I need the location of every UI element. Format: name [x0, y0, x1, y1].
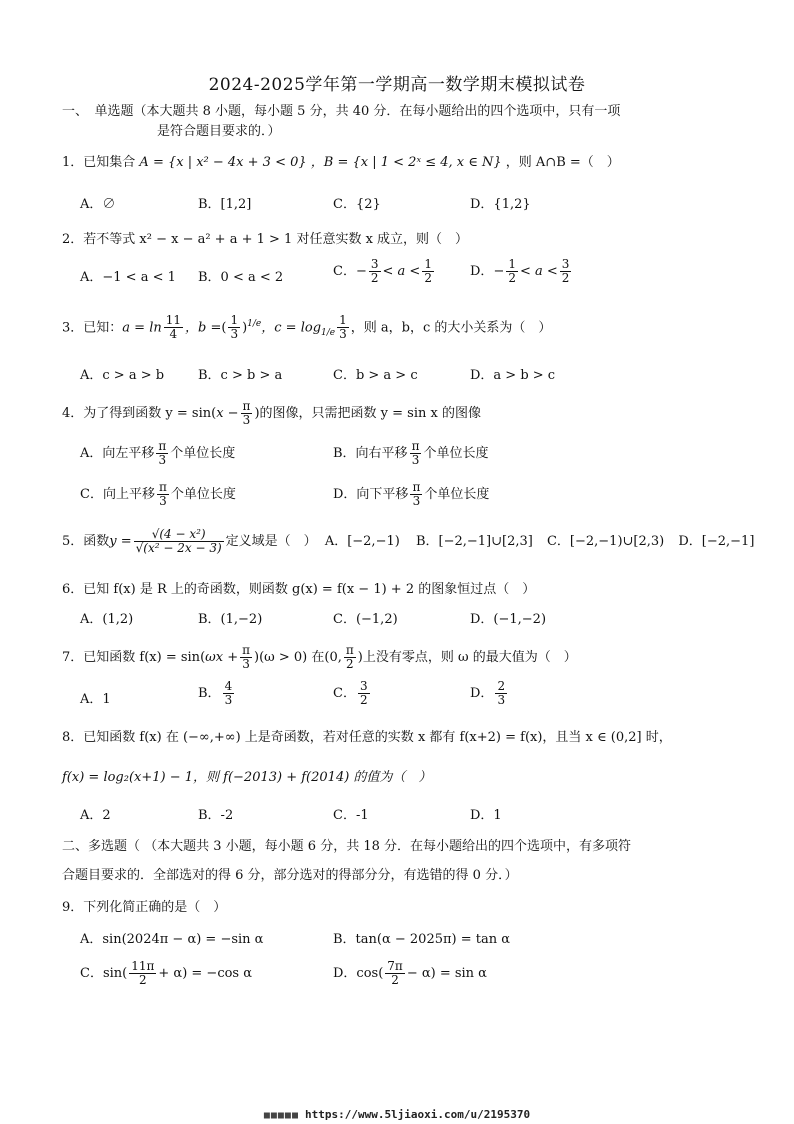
q3-c-frac: $\frac{1}{3}$ [339, 313, 347, 342]
q3-a-expr: a = ln [122, 320, 162, 336]
q1-stem-a: 1．已知集合 [62, 155, 136, 170]
footer-watermark [0, 1108, 794, 1121]
q7-option-a: A．1 [80, 692, 111, 707]
q2-d-frac-1: $\frac{1}{2}$ [508, 257, 516, 285]
q2-d-frac-2: $\frac{3}{2}$ [561, 257, 570, 285]
q3-b-exp: 1/e [247, 319, 262, 329]
q1-option-a: A．∅ [80, 197, 116, 212]
section-1-header-cont: 是符合题目要求的．） [157, 124, 281, 139]
q4-stem-b: 的图像，只需把函数 y = sin x 的图像 [259, 406, 481, 421]
q4-option-a: A．向左平移 $\frac{\pi}{3}$ 个单位长度 [80, 439, 236, 467]
q1-stem-b: ，则 A∩B =（ ） [505, 155, 620, 170]
q9-option-d: D．cos( $\frac{7\pi}{2}$ − α) = sin α [333, 959, 487, 987]
q7-option-d: D． $\frac{2}{3}$ [470, 679, 506, 707]
q3-option-c: C．b > a > c [333, 368, 418, 383]
q6-option-b: B．(1,−2) [198, 612, 263, 627]
q5-frac: $\frac{\text{√(4 − x²)}}{\text{√(x² − 2x − 3)}}$ [135, 527, 222, 555]
q2-d-mid: < a < [519, 264, 558, 279]
q3-option-b: B．c > b > a [198, 368, 283, 383]
question-7: 7．已知函数 f(x) = sin(ωx + $\frac{\pi}{3}$ )(ω > 0) 在(0, $\frac{\pi}{2}$ )上没有零点，则 ω 的最大值为（ ） [62, 643, 577, 671]
q3-c-expr: ，c = log [261, 320, 322, 336]
q3-b-expr: ，b = [185, 320, 222, 336]
q5-option-a: A．[−2,−1) [324, 534, 400, 549]
q9-option-b: B．tan(α − 2025π) = tan α [333, 932, 511, 947]
question-8-line-2: f(x) = log₂(x+1) − 1，则 f(−2013) + f(2014) 的值为（ ） [62, 770, 432, 785]
question-6: 6．已知 f(x) 是 R 上的奇函数，则函数 g(x) = f(x − 1) + 2 的图象恒过点（ ） [62, 582, 536, 597]
q3-c-sub: 1/e [321, 327, 336, 338]
q1-set-b: ，B = {x | 1 < 2ˣ ≤ 4, x ∈ N} [310, 155, 502, 170]
question-4: 4．为了得到函数 y = sin(x − $\frac{\pi}{3}$ )的图像，只需把函数 y = sin x 的图像 [62, 399, 481, 427]
q5-option-d: D．[−2,−1] [678, 534, 755, 549]
section-2-header-cont: 合题目要求的．全部选对的得 6 分，部分选对的得部分分，有选错的得 0 分．） [62, 868, 518, 883]
section-1-header: 一、 单选题（本大题共 8 小题，每小题 5 分，共 40 分．在每小题给出的四个选项中，只有一项 [62, 104, 621, 119]
footer-dots: ■■■■■ [263, 1110, 299, 1121]
q3-option-a: A．c > a > b [80, 368, 165, 383]
q1-option-c: C．{2} [333, 197, 381, 212]
q6-option-d: D．(−1,−2) [470, 612, 547, 627]
q3-stem-b: ，则 a，b，c 的大小关系为（ ） [350, 320, 552, 336]
q2-option-c: C．− $\frac{3}{2}$ < a < $\frac{1}{2}$ [333, 257, 432, 285]
q2-d-label: D． [470, 264, 494, 279]
q2-c-frac-2: $\frac{1}{2}$ [424, 257, 432, 285]
q4-inner: x − [216, 406, 239, 421]
q8-option-c: C．-1 [333, 808, 369, 823]
q4-option-b: B．向右平移 $\frac{\pi}{3}$ 个单位长度 [333, 439, 489, 467]
q6-option-c: C．(−1,2) [333, 612, 398, 627]
q1-option-d: D．{1,2} [470, 197, 531, 212]
section-2-header: 二、多选题（ （本大题共 3 小题，每小题 6 分，共 18 分．在每小题给出的四个选项中，有多项符 [62, 839, 632, 854]
q3-option-d: D．a > b > c [470, 368, 556, 383]
footer-url-link[interactable]: https://www.5ljiaoxi.com/u/2195370 [304, 1108, 531, 1121]
q2-option-a: A．−1 < a < 1 [80, 270, 176, 285]
q3-stem-a: 3．已知： [62, 320, 123, 336]
q1-set-a: A = {x | x² − 4x + 3 < 0} [139, 155, 307, 170]
question-9: 9．下列化简正确的是（ ） [62, 900, 227, 915]
q3-b-frac: $\frac{1}{3}$ [230, 313, 239, 342]
q4-stem-a: 4．为了得到函数 y = sin [62, 406, 212, 421]
q6-option-a: A．(1,2) [80, 612, 134, 627]
question-3: 3．已知：a = ln $\frac{11}{4}$ ，b =( $\frac{1}{3}$ )$^{1/e}$，$c = \log_{1/e}$ $\frac{1}{3}$ ，则 a，b，c 的大小关系为（ ） [62, 313, 552, 342]
q2-c-label: C． [333, 264, 356, 279]
q2-c-frac-1: $\frac{3}{2}$ [370, 257, 379, 285]
q5-option-c: C．[−2,−1)∪[2,3) [546, 534, 665, 549]
q2-c-mid: < a < [382, 264, 421, 279]
q2-option-d: D．− $\frac{1}{2}$ < a < $\frac{3}{2}$ [470, 257, 570, 285]
question-1 [62, 153, 620, 173]
q4-option-c: C．向上平移 $\frac{\pi}{3}$ 个单位长度 [80, 480, 236, 508]
q3-a-frac: $\frac{11}{4}$ [165, 313, 182, 342]
q8-option-d: D．1 [470, 808, 502, 823]
question-2: 2．若不等式 x² − x − a² + a + 1 > 1 对任意实数 x 成立，则（ ） [62, 232, 469, 247]
q2-option-b: B．0 < a < 2 [198, 270, 284, 285]
q8-option-a: A．2 [80, 808, 111, 823]
q5-option-b: B．[−2,−1]∪[2,3] [415, 534, 533, 549]
question-8-line-1: 8．已知函数 f(x) 在 (−∞,+∞) 上是奇函数，若对任意的实数 x 都有 f(x+2) = f(x)，且当 x ∈ (0,2] 时， [62, 730, 672, 745]
q7-option-b: B． $\frac{4}{3}$ [198, 679, 233, 707]
q4-option-d: D．向下平移 $\frac{\pi}{3}$ 个单位长度 [333, 480, 490, 508]
q9-option-a: A．sin(2024π − α) = −sin α [80, 932, 264, 947]
q8-option-b: B．-2 [198, 808, 234, 823]
page-title: 2024-2025学年第一学期高一数学期末模拟试卷 [208, 75, 586, 95]
q1-option-b: B．[1,2] [198, 197, 252, 212]
question-5: 5．函数y = $\frac{\text{√(4 − x²)}}{\text{√(x² − 2x − 3)}}$ 定义域是（ ） A．[−2,−1) B．[−2,−1]∪[2,3] C．[−2,−1)∪[2,3) D．[−2,−1] [62, 527, 755, 555]
q4-frac: $\frac{\pi}{3}$ [242, 399, 251, 427]
q7-option-c: C． $\frac{3}{2}$ [333, 679, 368, 707]
q9-option-c: C．sin( $\frac{11\pi}{2}$ + α) = −cos α [80, 959, 253, 987]
